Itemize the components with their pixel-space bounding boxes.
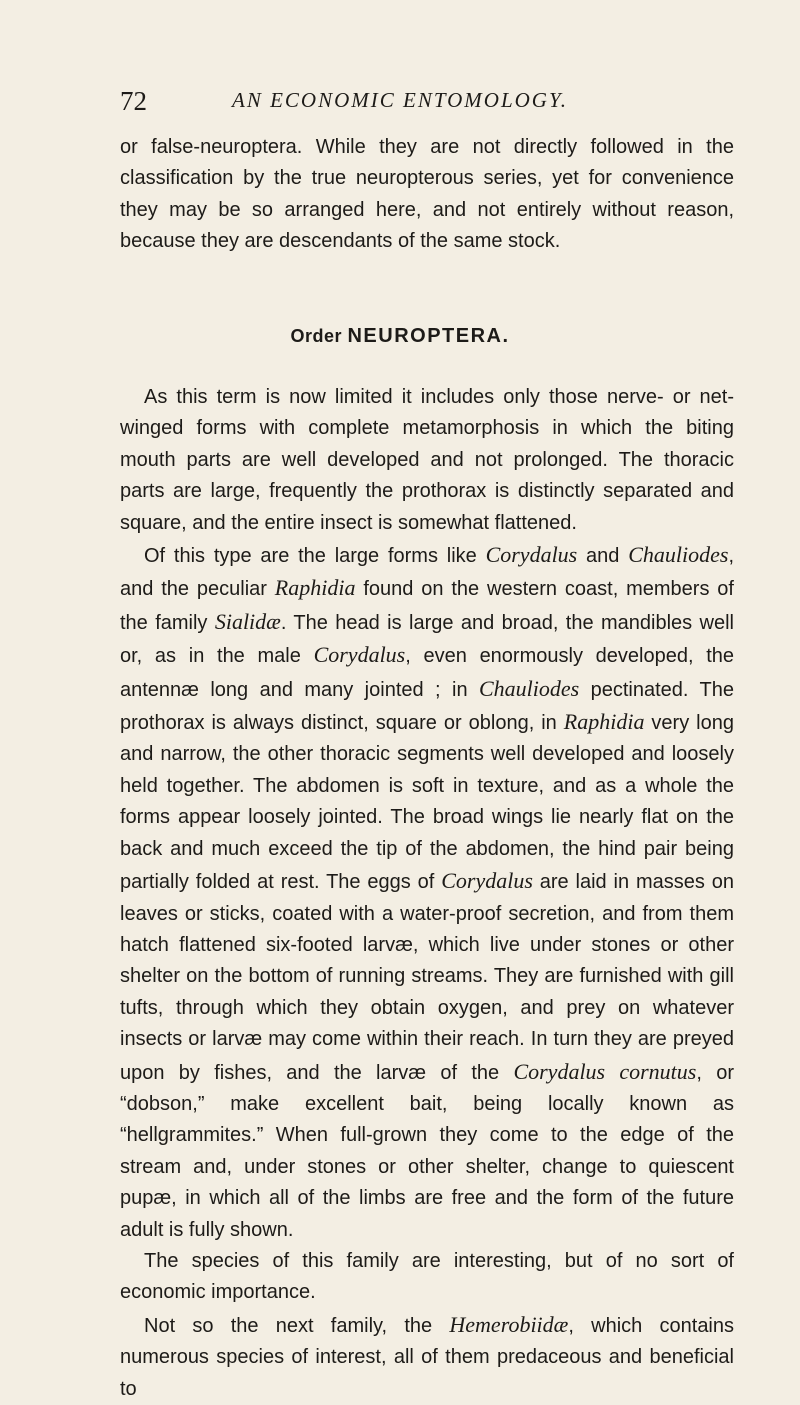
taxon-name: Chauliodes bbox=[478, 675, 580, 701]
taxon-name: Raphidia bbox=[274, 575, 356, 601]
text-run: , and the peculiar bbox=[120, 545, 734, 601]
taxon-name: Corydalus bbox=[441, 868, 533, 894]
text-run: . The head is large and broad, the mandibles well or, as in the male bbox=[120, 611, 734, 668]
text-run: , or “dobson,” make excellent bait, being locally known as “hellgrammites.” When full-grown they come to the edge of the stream and, under stones or other shelter, change to quiescent pupæ, in which all of the limbs are free and the form of the future adult is fully shown. bbox=[120, 1061, 734, 1241]
paragraph-intro: or false-neuroptera. While they are not directly followed in the classification by the true neuropterous series, yet for convenience they may be so arranged here, and not entirely without reason, because they are descendants of the same stock. bbox=[120, 136, 734, 253]
page-number: 72 bbox=[120, 86, 147, 116]
order-heading-prefix: Order bbox=[290, 326, 342, 346]
text-run: found on the western coast, members of the family bbox=[120, 578, 734, 634]
page-header bbox=[0, 86, 800, 120]
text-run: Not so the next family, the bbox=[144, 1314, 450, 1337]
paragraph-types bbox=[120, 539, 734, 1246]
taxon-name: Corydalus cornutus bbox=[513, 1058, 697, 1084]
taxon-name: Sialidæ bbox=[214, 608, 281, 634]
taxon-name: Hemerobiidæ bbox=[449, 1311, 569, 1337]
main-text-block bbox=[120, 382, 734, 1405]
paragraph-next bbox=[120, 1309, 734, 1405]
running-title: AN ECONOMIC ENTOMOLOGY. bbox=[232, 88, 568, 112]
text-run: very long and narrow, the other thoracic segments well developed and loosely held together. The abdomen is soft in texture, and as a whole the forms appear loosely jointed. The broad wings lie nearly flat on the back and much exceed the tip of the abdomen, the hind pair being partially folded at rest. The eggs of bbox=[120, 712, 734, 894]
text-run: Of this type are the large forms like bbox=[144, 545, 486, 568]
paragraph-species: The species of this family are interesting, but of no sort of economic importance. bbox=[120, 1249, 734, 1304]
text-run: , even enormously developed, the antennæ long and many jointed ; in bbox=[120, 645, 734, 701]
taxon-name: Corydalus bbox=[313, 642, 406, 668]
taxon-name: Corydalus bbox=[485, 542, 578, 568]
text-run: and bbox=[577, 545, 629, 568]
intro-block bbox=[120, 132, 734, 258]
text-run: , which contains numerous species of interest, all of them predaceous and beneficial to bbox=[120, 1314, 735, 1400]
text-run: pectinated. The prothorax is always distinct, square or oblong, in bbox=[120, 678, 734, 735]
order-heading-name: NEUROPTERA. bbox=[347, 325, 510, 347]
paragraph-definition: As this term is now limited it includes only those nerve- or net-winged forms with complete metamorphosis in which the biting mouth parts are well developed and not prolonged. The thoracic parts are large, frequently the prothorax is distinctly separated and square, and the entire insect is somewhat flattened. bbox=[120, 386, 734, 534]
taxon-name: Raphidia bbox=[563, 709, 645, 735]
text-run: are laid in masses on leaves or sticks, coated with a water-proof secretion, and from them hatch flattened six-footed larvæ, which live under stones or other shelter on the bottom of running streams. They are furnished with gill tufts, through which they obtain oxygen, and prey on whatever insects or larvæ may come within their reach. In turn they are preyed upon by fishes, and the larvæ of the bbox=[120, 871, 735, 1084]
taxon-name: Chauliodes bbox=[628, 542, 729, 568]
order-heading bbox=[0, 325, 800, 348]
